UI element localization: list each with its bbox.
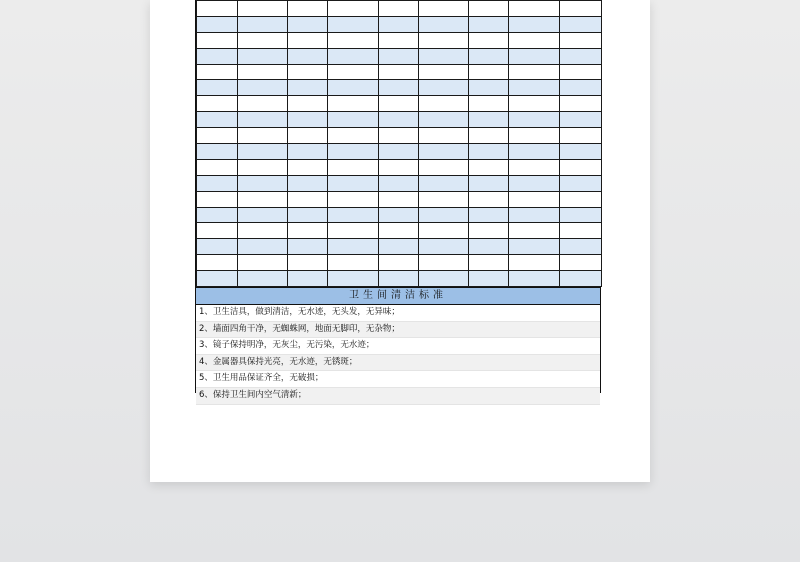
table-cell: [197, 239, 238, 255]
cleaning-record-sheet: [195, 0, 601, 400]
table-cell: [509, 239, 560, 255]
table-cell: [379, 112, 419, 128]
table-cell: [379, 96, 419, 112]
table-cell: [197, 271, 238, 287]
table-cell: [469, 16, 509, 32]
table-cell: [238, 96, 288, 112]
table-cell: [328, 1, 379, 17]
table-cell: [238, 1, 288, 17]
table-cell: [197, 159, 238, 175]
table-cell: [238, 175, 288, 191]
standards-title: 卫生间清洁标准: [196, 287, 600, 305]
table-cell: [419, 223, 469, 239]
table-cell: [469, 48, 509, 64]
table-cell: [379, 271, 419, 287]
table-cell: [560, 80, 602, 96]
table-cell: [238, 48, 288, 64]
table-cell: [469, 207, 509, 223]
table-cell: [197, 48, 238, 64]
standard-item-3: 3、镜子保持明净，无灰尘，无污染，无水迹；: [196, 338, 600, 355]
table-row: [197, 159, 602, 175]
table-cell: [379, 191, 419, 207]
table-cell: [238, 16, 288, 32]
table-cell: [288, 32, 328, 48]
table-cell: [469, 159, 509, 175]
table-cell: [560, 255, 602, 271]
table-row: [197, 175, 602, 191]
table-cell: [469, 96, 509, 112]
table-cell: [328, 271, 379, 287]
table-cell: [328, 144, 379, 160]
table-cell: [419, 159, 469, 175]
table-row: [197, 239, 602, 255]
table-cell: [288, 48, 328, 64]
table-cell: [238, 207, 288, 223]
table-cell: [328, 128, 379, 144]
table-cell: [560, 1, 602, 17]
table-cell: [379, 128, 419, 144]
table-cell: [419, 239, 469, 255]
table-cell: [197, 32, 238, 48]
table-cell: [469, 1, 509, 17]
table-cell: [238, 159, 288, 175]
table-cell: [560, 223, 602, 239]
table-cell: [419, 175, 469, 191]
table-cell: [328, 112, 379, 128]
table-cell: [509, 175, 560, 191]
table-cell: [197, 144, 238, 160]
table-cell: [328, 207, 379, 223]
table-cell: [419, 207, 469, 223]
table-cell: [509, 191, 560, 207]
table-cell: [197, 96, 238, 112]
table-cell: [379, 1, 419, 17]
table-cell: [560, 96, 602, 112]
table-cell: [469, 175, 509, 191]
table-cell: [288, 175, 328, 191]
table-cell: [379, 175, 419, 191]
table-cell: [560, 144, 602, 160]
table-cell: [379, 64, 419, 80]
table-cell: [238, 128, 288, 144]
table-cell: [509, 48, 560, 64]
table-cell: [469, 32, 509, 48]
table-cell: [419, 255, 469, 271]
table-cell: [288, 223, 328, 239]
table-cell: [419, 271, 469, 287]
table-cell: [560, 271, 602, 287]
table-cell: [238, 239, 288, 255]
table-cell: [560, 159, 602, 175]
table-cell: [288, 16, 328, 32]
table-cell: [328, 48, 379, 64]
table-row: [197, 191, 602, 207]
table-cell: [509, 223, 560, 239]
table-row: [197, 1, 602, 17]
table-cell: [288, 112, 328, 128]
table-cell: [288, 128, 328, 144]
table-cell: [469, 191, 509, 207]
table-cell: [560, 64, 602, 80]
table-cell: [469, 112, 509, 128]
table-cell: [560, 48, 602, 64]
table-cell: [379, 223, 419, 239]
standard-item-5: 5、卫生用品保证齐全，无破损；: [196, 371, 600, 388]
table-cell: [238, 144, 288, 160]
table-cell: [197, 223, 238, 239]
table-row: [197, 96, 602, 112]
table-cell: [419, 64, 469, 80]
table-cell: [469, 271, 509, 287]
table-cell: [469, 223, 509, 239]
standard-item-2: 2、墙面四角干净，无蜘蛛网，地面无脚印，无杂物；: [196, 322, 600, 339]
table-cell: [328, 80, 379, 96]
standards-list: [196, 305, 600, 405]
table-cell: [560, 128, 602, 144]
table-cell: [469, 80, 509, 96]
table-cell: [419, 128, 469, 144]
table-cell: [379, 239, 419, 255]
table-cell: [469, 144, 509, 160]
table-cell: [509, 144, 560, 160]
table-cell: [288, 80, 328, 96]
table-cell: [379, 144, 419, 160]
table-cell: [509, 207, 560, 223]
table-cell: [328, 223, 379, 239]
table-cell: [288, 239, 328, 255]
table-cell: [560, 16, 602, 32]
table-row: [197, 80, 602, 96]
table-row: [197, 64, 602, 80]
table-cell: [509, 128, 560, 144]
table-cell: [197, 16, 238, 32]
table-cell: [197, 128, 238, 144]
table-cell: [197, 191, 238, 207]
table-cell: [238, 112, 288, 128]
table-cell: [288, 159, 328, 175]
table-row: [197, 16, 602, 32]
table-cell: [419, 112, 469, 128]
table-cell: [238, 223, 288, 239]
table-cell: [288, 255, 328, 271]
table-row: [197, 255, 602, 271]
table-row: [197, 112, 602, 128]
table-cell: [509, 80, 560, 96]
table-row: [197, 48, 602, 64]
table-cell: [419, 96, 469, 112]
table-cell: [288, 207, 328, 223]
table-cell: [328, 96, 379, 112]
table-cell: [509, 159, 560, 175]
table-row: [197, 223, 602, 239]
table-cell: [509, 64, 560, 80]
table-cell: [379, 16, 419, 32]
table-cell: [328, 159, 379, 175]
table-cell: [469, 128, 509, 144]
table-cell: [509, 96, 560, 112]
table-row: [197, 271, 602, 287]
table-cell: [509, 271, 560, 287]
table-row: [197, 32, 602, 48]
table-cell: [238, 191, 288, 207]
standard-item-4: 4、金属器具保持光亮，无水迹，无锈斑；: [196, 355, 600, 372]
standard-item-1: 1、卫生洁具，做到清洁，无水迹，无头发，无异味；: [196, 305, 600, 322]
table-cell: [197, 64, 238, 80]
table-cell: [419, 1, 469, 17]
table-cell: [328, 16, 379, 32]
table-cell: [419, 32, 469, 48]
table-cell: [288, 96, 328, 112]
table-cell: [419, 16, 469, 32]
table-cell: [197, 255, 238, 271]
table-cell: [379, 159, 419, 175]
table-cell: [419, 80, 469, 96]
table-cell: [419, 48, 469, 64]
table-cell: [560, 207, 602, 223]
table-cell: [509, 112, 560, 128]
table-cell: [469, 64, 509, 80]
table-cell: [509, 1, 560, 17]
table-cell: [469, 255, 509, 271]
record-grid: [196, 0, 602, 287]
table-cell: [560, 191, 602, 207]
table-cell: [419, 144, 469, 160]
table-row: [197, 128, 602, 144]
standard-item-6: 6、保持卫生间内空气清新；: [196, 388, 600, 405]
table-cell: [560, 112, 602, 128]
table-cell: [288, 144, 328, 160]
table-cell: [238, 255, 288, 271]
table-cell: [328, 239, 379, 255]
table-cell: [328, 255, 379, 271]
table-row: [197, 207, 602, 223]
table-cell: [379, 80, 419, 96]
table-cell: [197, 175, 238, 191]
table-cell: [238, 271, 288, 287]
table-row: [197, 144, 602, 160]
table-cell: [419, 191, 469, 207]
table-cell: [238, 80, 288, 96]
table-cell: [379, 255, 419, 271]
table-cell: [288, 271, 328, 287]
table-cell: [560, 32, 602, 48]
table-cell: [560, 239, 602, 255]
table-cell: [197, 207, 238, 223]
table-cell: [328, 175, 379, 191]
table-cell: [509, 255, 560, 271]
table-cell: [197, 112, 238, 128]
table-cell: [509, 32, 560, 48]
table-cell: [238, 32, 288, 48]
table-cell: [288, 1, 328, 17]
table-cell: [379, 207, 419, 223]
table-cell: [328, 32, 379, 48]
table-cell: [288, 191, 328, 207]
table-cell: [328, 191, 379, 207]
table-cell: [288, 64, 328, 80]
table-cell: [379, 32, 419, 48]
table-cell: [509, 16, 560, 32]
table-cell: [197, 1, 238, 17]
table-cell: [379, 48, 419, 64]
table-cell: [328, 64, 379, 80]
table-cell: [197, 80, 238, 96]
table-cell: [560, 175, 602, 191]
table-cell: [469, 239, 509, 255]
table-cell: [238, 64, 288, 80]
